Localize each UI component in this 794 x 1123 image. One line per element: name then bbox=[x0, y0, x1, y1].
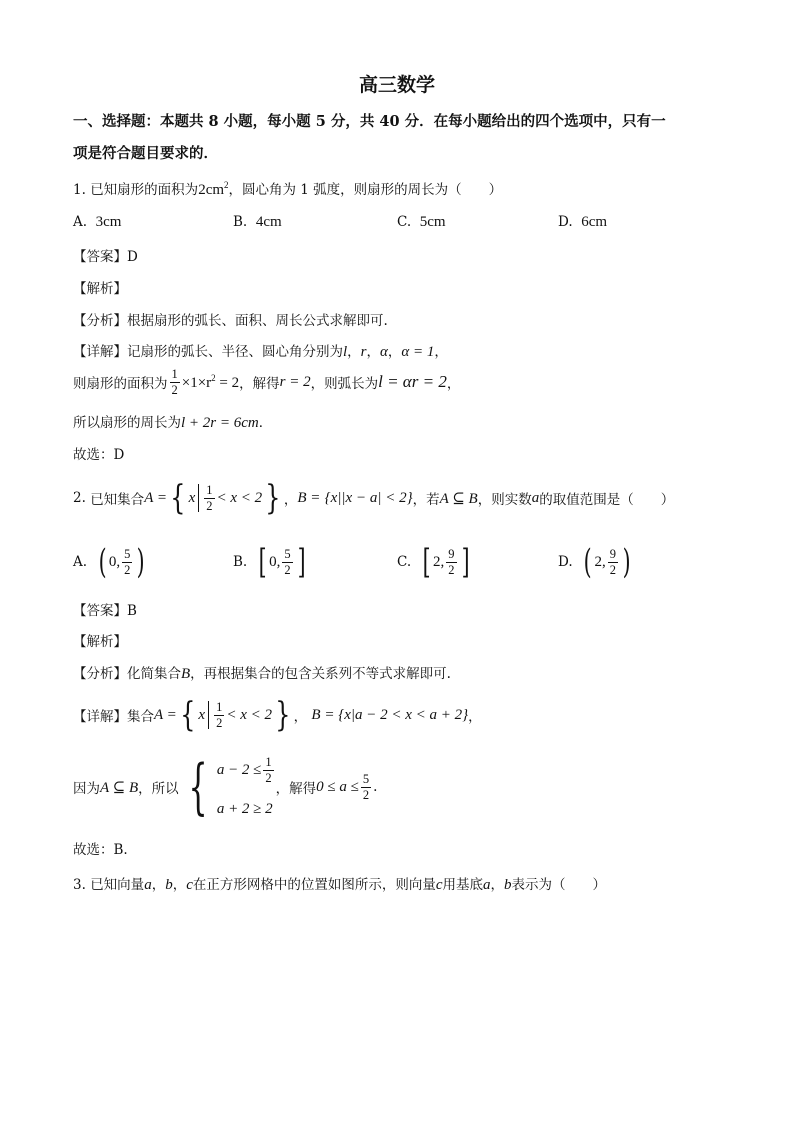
q2-analysis-label: 【解析】 bbox=[73, 634, 127, 650]
section-heading: 一、选择题：本题共 8 小题，每小题 5 分，共 40 分．在每小题给出的四个选项中，只有一 bbox=[73, 113, 666, 130]
q1-analysis-label: 【解析】 bbox=[73, 281, 127, 297]
q1-option-b: B. 4cm bbox=[233, 214, 282, 230]
page-title: 高三数学 bbox=[358, 74, 435, 96]
q2-detail-line2: 因为 A ⊆ B ，所以 { a − 2 ≤ $\frac{1}{2}$ a + 2 ≥ 2 ，解得 0 ≤ a ≤ $\frac{5}{2}$ . bbox=[73, 752, 378, 822]
q1-detail-line2: 则扇形的面积为 $\frac{1}{2}$ $\times 1\times r^2 = 2$ ，解得 r = 2 ，则弧长为 l = αr = 2 ， bbox=[73, 367, 461, 397]
q1-option-c: C. 5cm bbox=[397, 214, 446, 230]
q3-stem: 3. 已知向量a，b，c在正方形网格中的位置如图所示，则向量c用基底a，b表示为（ ） bbox=[73, 877, 607, 893]
q2-option-c: C. [ 2, $\frac{9}{2}$ ] bbox=[397, 542, 470, 582]
q2-option-a: A. ( 0, $\frac{5}{2}$ ) bbox=[73, 542, 146, 582]
q2-detail-line1: 【详解】 集合 A = { x $\frac{1}{2}$ < x < 2 } ， B = {x|a − 2 < x < a + 2} ， bbox=[73, 695, 482, 735]
q2-option-d: D. ( 2, $\frac{9}{2}$ ) bbox=[558, 542, 631, 582]
q1-stem: 1. 已知扇形的面积为$2cm^2$，圆心角为 1 弧度，则扇形的周长为（ ） bbox=[73, 180, 503, 198]
q2-answer: 【答案】B bbox=[73, 603, 137, 619]
q1-detail-line3: 所以扇形的周长为l + 2r = 6cm． bbox=[73, 415, 273, 431]
q2-fenxi: 【分析】化简集合B，再根据集合的包含关系列不等式求解即可. bbox=[73, 666, 451, 682]
q2-stem: 2. 已知集合 A = { x $\frac{1}{2}$ < x < 2 } ， B = {x||x − a| < 2} ，若 A ⊆ B ，则实数 a 的取值范围是（ ） bbox=[73, 478, 675, 518]
q1-option-a: A. 3cm bbox=[73, 214, 122, 230]
q1-fenxi: 【分析】根据扇形的弧长、面积、周长公式求解即可. bbox=[73, 313, 388, 329]
q1-final: 故选：D bbox=[73, 447, 125, 463]
q1-answer: 【答案】D bbox=[73, 249, 138, 265]
q1-option-d: D. 6cm bbox=[558, 214, 608, 230]
q2-final: 故选：B. bbox=[73, 842, 128, 858]
section-heading-cont: 项是符合题目要求的． bbox=[73, 145, 218, 162]
q2-option-b: B. [ 0, $\frac{5}{2}$ ] bbox=[233, 542, 306, 582]
q1-detail-line1: 【详解】记扇形的弧长、半径、圆心角分别为l，r，α，α = 1， bbox=[73, 344, 448, 360]
